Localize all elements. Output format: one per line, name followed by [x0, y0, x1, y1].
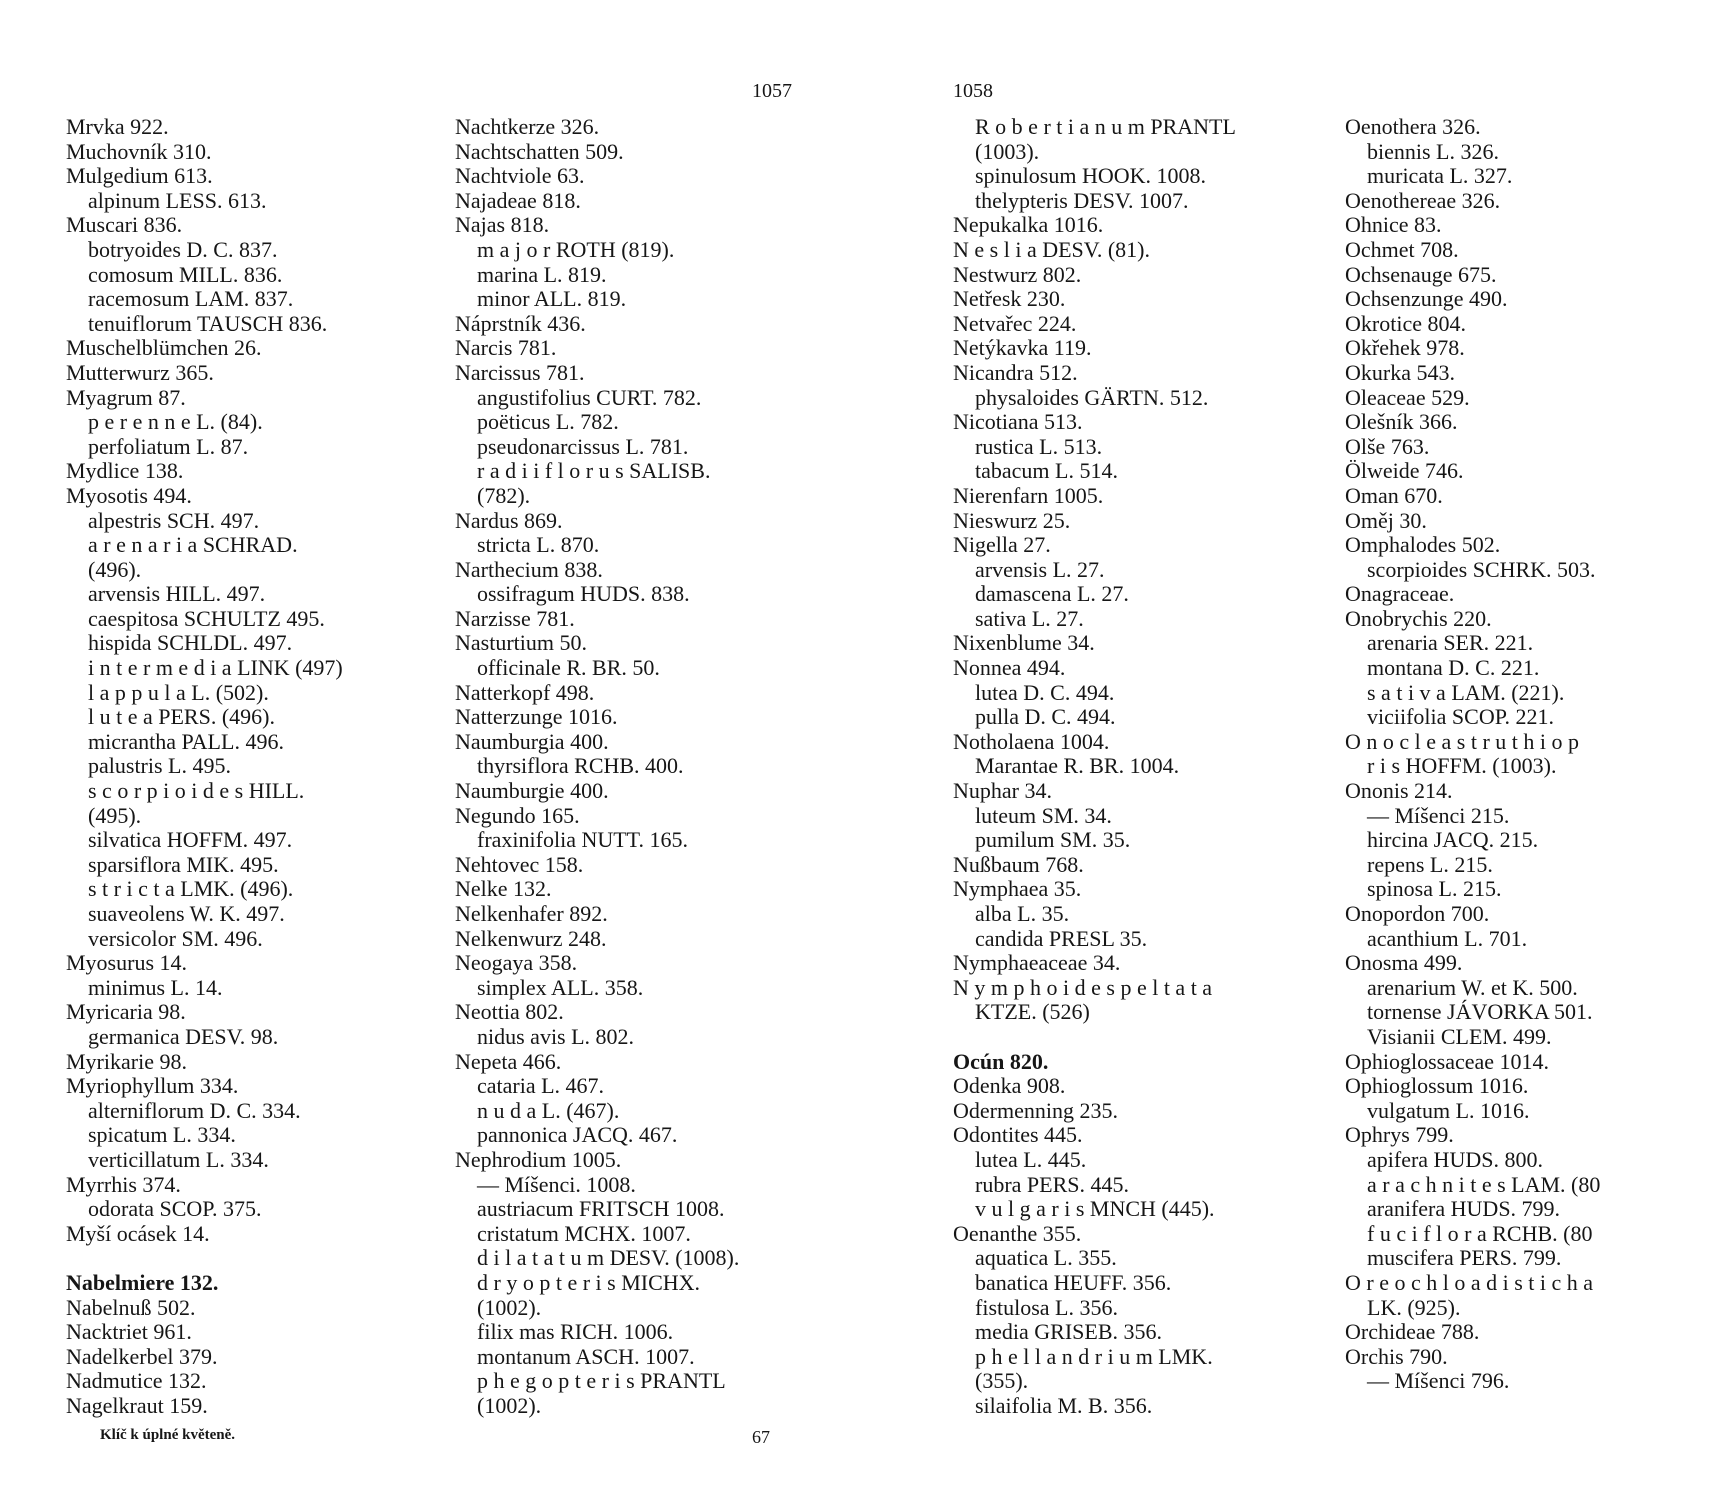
index-subentry: suaveolens W. K. 497. — [88, 901, 285, 926]
index-entry: Nadelkerbel 379. — [66, 1343, 218, 1369]
index-subentry: r i s HOFFM. (1003). — [1367, 753, 1557, 779]
index-subentry: rustica L. 513. — [975, 433, 1103, 459]
index-entry: Nierenfarn 1005. — [953, 482, 1104, 508]
index-entry: Myricaria 98. — [66, 999, 186, 1025]
index-entry: Myosotis 494. — [66, 482, 192, 508]
index-subentry: viciifolia SCOP. 221. — [1367, 704, 1555, 730]
index-entry: Nabelnuß 502. — [66, 1294, 196, 1320]
index-entry: Oman 670. — [1345, 482, 1443, 508]
index-entry: Najas 818. — [455, 212, 550, 238]
index-entry: Ochsenzunge 490. — [1345, 286, 1508, 312]
index-subentry: — Míšenci 215. — [1367, 802, 1510, 828]
index-entry: Omphalodes 502. — [1345, 532, 1501, 558]
index-subentry: sativa L. 27. — [975, 605, 1084, 631]
index-entry: Nixenblume 34. — [953, 630, 1095, 656]
index-subentry: silaifolia M. B. 356. — [975, 1392, 1153, 1418]
index-subentry: rubra PERS. 445. — [975, 1171, 1129, 1197]
index-subentry: micrantha PALL. 496. — [88, 728, 284, 754]
index-entry: Negundo 165. — [455, 802, 580, 828]
index-entry: Oenothereae 326. — [1345, 187, 1501, 213]
index-column-4 — [1345, 115, 1600, 1394]
index-subentry: spicatum L. 334. — [88, 1122, 236, 1148]
index-entry: Orchideae 788. — [1345, 1319, 1480, 1345]
index-subentry: KTZE. (526) — [975, 999, 1090, 1025]
index-subentry: l a p p u l a L. (502). — [88, 679, 269, 705]
index-subentry: (782). — [477, 482, 531, 508]
index-subentry: arvensis HILL. 497. — [88, 581, 266, 607]
index-entry: Ocún 820. — [953, 1048, 1049, 1074]
index-subentry: l u t e a PERS. (496). — [88, 704, 275, 730]
index-subentry: fraxinifolia NUTT. 165. — [477, 827, 688, 853]
index-entry: Nachtkerze 326. — [455, 114, 600, 139]
index-subentry: R o b e r t i a n u m PRANTL — [975, 114, 1236, 139]
index-entry: Onobrychis 220. — [1345, 605, 1492, 631]
index-subentry: alterniflorum D. C. 334. — [88, 1097, 301, 1123]
index-entry: Odenka 908. — [953, 1073, 1066, 1099]
index-entry: Myrrhis 374. — [66, 1171, 181, 1197]
index-entry: Ohnice 83. — [1345, 212, 1442, 238]
index-entry: Nelkenwurz 248. — [455, 925, 607, 951]
index-subentry: r a d i i f l o r u s SALISB. — [477, 458, 711, 484]
index-entry: Myriophyllum 334. — [66, 1073, 239, 1099]
index-entry: Ononis 214. — [1345, 778, 1453, 804]
index-entry: Nelkenhafer 892. — [455, 901, 608, 926]
index-subentry: p h e l l a n d r i u m LMK. — [975, 1343, 1213, 1369]
index-subentry: austriacum FRITSCH 1008. — [477, 1196, 725, 1222]
index-entry: Nagelkraut 159. — [66, 1392, 208, 1418]
index-subentry: physaloides GÄRTN. 512. — [975, 384, 1209, 410]
index-subentry: s t r i c t a LMK. (496). — [88, 876, 294, 902]
index-entry: Olešník 366. — [1345, 409, 1458, 435]
index-subentry: scorpioides SCHRK. 503. — [1367, 556, 1596, 582]
index-entry: Nabelmiere 132. — [66, 1269, 219, 1295]
index-subentry: montanum ASCH. 1007. — [477, 1343, 695, 1369]
index-entry: Nymphaeaceae 34. — [953, 950, 1121, 976]
index-entry: Nadmutice 132. — [66, 1368, 207, 1394]
footer-left: Klíč k úplné květeně. — [100, 1427, 236, 1443]
index-subentry: arenaria SER. 221. — [1367, 630, 1534, 656]
index-subentry: officinale R. BR. 50. — [477, 655, 660, 681]
index-subentry: muricata L. 327. — [1367, 163, 1513, 189]
index-entry: Mrvka 922. — [66, 114, 169, 139]
index-entry: Okurka 543. — [1345, 359, 1455, 385]
index-subentry: angustifolius CURT. 782. — [477, 384, 702, 410]
index-entry: Nuphar 34. — [953, 778, 1052, 804]
index-subentry: n u d a L. (467). — [477, 1097, 620, 1123]
index-subentry: a r a c h n i t e s LAM. (80 — [1367, 1171, 1601, 1197]
index-subentry: aranifera HUDS. 799. — [1367, 1196, 1561, 1222]
index-subentry: apifera HUDS. 800. — [1367, 1146, 1543, 1172]
index-subentry: a r e n a r i a SCHRAD. — [88, 532, 298, 558]
index-entry: Mydlice 138. — [66, 458, 184, 484]
index-subentry: pannonica JACQ. 467. — [477, 1122, 678, 1148]
index-subentry: pumilum SM. 35. — [975, 827, 1131, 853]
index-subentry: botryoides D. C. 837. — [88, 236, 278, 262]
index-subentry: arenarium W. et K. 500. — [1367, 974, 1578, 1000]
index-entry: Onagraceae. — [1345, 581, 1455, 607]
index-subentry: luteum SM. 34. — [975, 802, 1112, 828]
index-entry: Nymphaea 35. — [953, 876, 1082, 902]
index-subentry: germanica DESV. 98. — [88, 1023, 279, 1049]
index-subentry: LK. (925). — [1367, 1294, 1461, 1320]
index-entry: Narcis 781. — [455, 335, 557, 361]
index-subentry: filix mas RICH. 1006. — [477, 1319, 674, 1345]
index-entry: Odermenning 235. — [953, 1097, 1118, 1123]
index-subentry: alpinum LESS. 613. — [88, 187, 267, 213]
index-entry: Natterkopf 498. — [455, 679, 595, 705]
index-subentry: m a j o r ROTH (819). — [477, 236, 675, 262]
index-entry: Ophrys 799. — [1345, 1122, 1454, 1148]
index-subentry: muscifera PERS. 799. — [1367, 1245, 1562, 1271]
index-entry: Myosurus 14. — [66, 950, 188, 976]
index-subentry: p h e g o p t e r i s PRANTL — [477, 1368, 726, 1394]
index-entry: Nardus 869. — [455, 507, 563, 533]
index-entry: Muchovník 310. — [66, 138, 212, 164]
index-subentry: acanthium L. 701. — [1367, 925, 1528, 951]
index-entry: Myší ocásek 14. — [66, 1220, 210, 1246]
index-entry: N e s l i a DESV. (81). — [953, 236, 1150, 262]
index-entry: N y m p h o i d e s p e l t a t a — [953, 974, 1213, 1000]
index-subentry: biennis L. 326. — [1367, 138, 1499, 164]
index-subentry: damascena L. 27. — [975, 581, 1129, 607]
index-subentry: vulgatum L. 1016. — [1367, 1097, 1530, 1123]
index-subentry: (1002). — [477, 1392, 542, 1418]
index-subentry: thyrsiflora RCHB. 400. — [477, 753, 684, 779]
index-entry: Nußbaum 768. — [953, 851, 1084, 877]
index-subentry: media GRISEB. 356. — [975, 1319, 1162, 1345]
index-entry: Nepeta 466. — [455, 1048, 562, 1074]
index-column-3 — [953, 115, 1236, 1418]
index-entry: Nehtovec 158. — [455, 851, 584, 877]
index-subentry: verticillatum L. 334. — [88, 1146, 269, 1172]
index-subentry: lutea D. C. 494. — [975, 679, 1115, 705]
page-number-left: 1057 — [752, 80, 792, 102]
index-subentry: cristatum MCHX. 1007. — [477, 1220, 691, 1246]
index-entry: Okrotice 804. — [1345, 310, 1466, 336]
index-entry: Nachtschatten 509. — [455, 138, 624, 164]
index-entry: Ölweide 746. — [1345, 458, 1464, 484]
index-entry: Myagrum 87. — [66, 384, 186, 410]
index-entry: Nestwurz 802. — [953, 261, 1082, 287]
index-subentry: racemosum LAM. 837. — [88, 286, 294, 312]
index-subentry: marina L. 819. — [477, 261, 607, 287]
index-subentry: s c o r p i o i d e s HILL. — [88, 778, 305, 804]
index-subentry: perfoliatum L. 87. — [88, 433, 249, 459]
index-subentry: d r y o p t e r i s MICHX. — [477, 1269, 701, 1295]
index-subentry: nidus avis L. 802. — [477, 1023, 635, 1049]
index-subentry: hispida SCHLDL. 497. — [88, 630, 293, 656]
index-entry: O n o c l e a s t r u t h i o p — [1345, 728, 1580, 754]
index-subentry: stricta L. 870. — [477, 532, 600, 558]
index-entry: Oměj 30. — [1345, 507, 1427, 533]
index-subentry: comosum MILL. 836. — [88, 261, 283, 287]
index-subentry: s a t i v a LAM. (221). — [1367, 679, 1565, 705]
index-entry: Oleaceae 529. — [1345, 384, 1470, 410]
index-entry: Oenothera 326. — [1345, 114, 1481, 139]
index-entry: Naumburgie 400. — [455, 778, 609, 804]
index-entry: O r e o c h l o a d i s t i c h a — [1345, 1269, 1594, 1295]
index-subentry: pulla D. C. 494. — [975, 704, 1116, 730]
index-subentry: versicolor SM. 496. — [88, 925, 263, 951]
index-entry: Muscari 836. — [66, 212, 183, 238]
index-subentry: thelypteris DESV. 1007. — [975, 187, 1189, 213]
index-subentry: — Míšenci 796. — [1367, 1368, 1510, 1394]
index-entry: Netřesk 230. — [953, 286, 1066, 312]
signature-mark: 67 — [752, 1427, 770, 1447]
index-entry: Nachtviole 63. — [455, 163, 585, 189]
index-subentry: tabacum L. 514. — [975, 458, 1118, 484]
index-subentry: cataria L. 467. — [477, 1073, 605, 1099]
index-subentry: poëticus L. 782. — [477, 409, 619, 435]
index-subentry: minimus L. 14. — [88, 974, 223, 1000]
index-subentry: pseudonarcissus L. 781. — [477, 433, 689, 459]
index-entry: Onopordon 700. — [1345, 901, 1490, 926]
index-entry: Neottia 802. — [455, 999, 564, 1025]
index-entry: Muschelblümchen 26. — [66, 335, 262, 361]
index-subentry: odorata SCOP. 375. — [88, 1196, 262, 1222]
index-subentry: aquatica L. 355. — [975, 1245, 1117, 1271]
index-subentry: lutea L. 445. — [975, 1146, 1087, 1172]
index-subentry: spinosa L. 215. — [1367, 876, 1502, 902]
index-entry: Ochmet 708. — [1345, 236, 1459, 262]
index-entry: Ophioglossaceae 1014. — [1345, 1048, 1550, 1074]
index-entry: Orchis 790. — [1345, 1343, 1448, 1369]
index-subentry: arvensis L. 27. — [975, 556, 1105, 582]
index-entry: Ophioglossum 1016. — [1345, 1073, 1529, 1099]
index-entry: Nephrodium 1005. — [455, 1146, 622, 1172]
index-subentry: alba L. 35. — [975, 901, 1070, 926]
index-entry: Onosma 499. — [1345, 950, 1463, 976]
index-entry: Nigella 27. — [953, 532, 1051, 558]
index-entry: Natterzunge 1016. — [455, 704, 618, 730]
index-subentry: tornense JÁVORKA 501. — [1367, 999, 1593, 1025]
index-subentry: caespitosa SCHULTZ 495. — [88, 605, 325, 631]
index-column-1 — [66, 115, 343, 1418]
index-subentry: — Míšenci. 1008. — [477, 1171, 636, 1197]
index-subentry: Marantae R. BR. 1004. — [975, 753, 1180, 779]
index-subentry: palustris L. 495. — [88, 753, 231, 779]
index-entry: Neogaya 358. — [455, 950, 578, 976]
index-subentry: minor ALL. 819. — [477, 286, 627, 312]
index-subentry: (1003). — [975, 138, 1040, 164]
index-entry: Najadeae 818. — [455, 187, 581, 213]
index-entry: Nicandra 512. — [953, 359, 1078, 385]
index-entry: Netvařec 224. — [953, 310, 1077, 336]
index-subentry: ossifragum HUDS. 838. — [477, 581, 690, 607]
index-subentry: (496). — [88, 556, 142, 582]
index-gap — [66, 1246, 343, 1271]
index-entry: Naumburgia 400. — [455, 728, 609, 754]
index-entry: Olše 763. — [1345, 433, 1430, 459]
index-entry: Okřehek 978. — [1345, 335, 1465, 361]
index-entry: Narzisse 781. — [455, 605, 575, 631]
index-gap — [953, 1025, 1236, 1050]
index-subentry: montana D. C. 221. — [1367, 655, 1540, 681]
index-subentry: (355). — [975, 1368, 1029, 1394]
index-entry: Nonnea 494. — [953, 655, 1066, 681]
index-subentry: v u l g a r i s MNCH (445). — [975, 1196, 1215, 1222]
index-entry: Ochsenauge 675. — [1345, 261, 1497, 287]
index-subentry: banatica HEUFF. 356. — [975, 1269, 1172, 1295]
index-entry: Nieswurz 25. — [953, 507, 1071, 533]
index-subentry: sparsiflora MIK. 495. — [88, 851, 279, 877]
index-entry: Narthecium 838. — [455, 556, 603, 582]
index-entry: Narcissus 781. — [455, 359, 585, 385]
index-subentry: d i l a t a t u m DESV. (1008). — [477, 1245, 740, 1271]
index-entry: Mulgedium 613. — [66, 163, 213, 189]
index-subentry: alpestris SCH. 497. — [88, 507, 260, 533]
index-column-2 — [455, 115, 739, 1418]
index-entry: Nelke 132. — [455, 876, 552, 902]
index-subentry: Visianii CLEM. 499. — [1367, 1023, 1552, 1049]
index-entry: Netýkavka 119. — [953, 335, 1092, 361]
index-entry: Notholaena 1004. — [953, 728, 1110, 754]
index-entry: Oenanthe 355. — [953, 1220, 1082, 1246]
index-subentry: repens L. 215. — [1367, 851, 1493, 877]
index-subentry: f u c i f l o r a RCHB. (80 — [1367, 1220, 1593, 1246]
index-subentry: silvatica HOFFM. 497. — [88, 827, 293, 853]
index-subentry: p e r e n n e L. (84). — [88, 409, 263, 435]
index-entry: Nasturtium 50. — [455, 630, 587, 656]
index-subentry: candida PRESL 35. — [975, 925, 1148, 951]
index-subentry: (495). — [88, 802, 142, 828]
index-subentry: (1002). — [477, 1294, 542, 1320]
index-subentry: tenuiflorum TAUSCH 836. — [88, 310, 328, 336]
index-subentry: spinulosum HOOK. 1008. — [975, 163, 1207, 189]
index-subentry: simplex ALL. 358. — [477, 974, 644, 1000]
index-entry: Nacktriet 961. — [66, 1319, 192, 1345]
index-entry: Myrikarie 98. — [66, 1048, 187, 1074]
index-entry: Náprstník 436. — [455, 310, 586, 336]
page-number-right: 1058 — [953, 80, 993, 102]
index-entry: Nicotiana 513. — [953, 409, 1083, 435]
index-subentry: i n t e r m e d i a LINK (497) — [88, 655, 343, 681]
index-entry: Mutterwurz 365. — [66, 359, 214, 385]
index-entry: Odontites 445. — [953, 1122, 1083, 1148]
index-entry: Nepukalka 1016. — [953, 212, 1104, 238]
index-subentry: fistulosa L. 356. — [975, 1294, 1118, 1320]
index-subentry: hircina JACQ. 215. — [1367, 827, 1539, 853]
